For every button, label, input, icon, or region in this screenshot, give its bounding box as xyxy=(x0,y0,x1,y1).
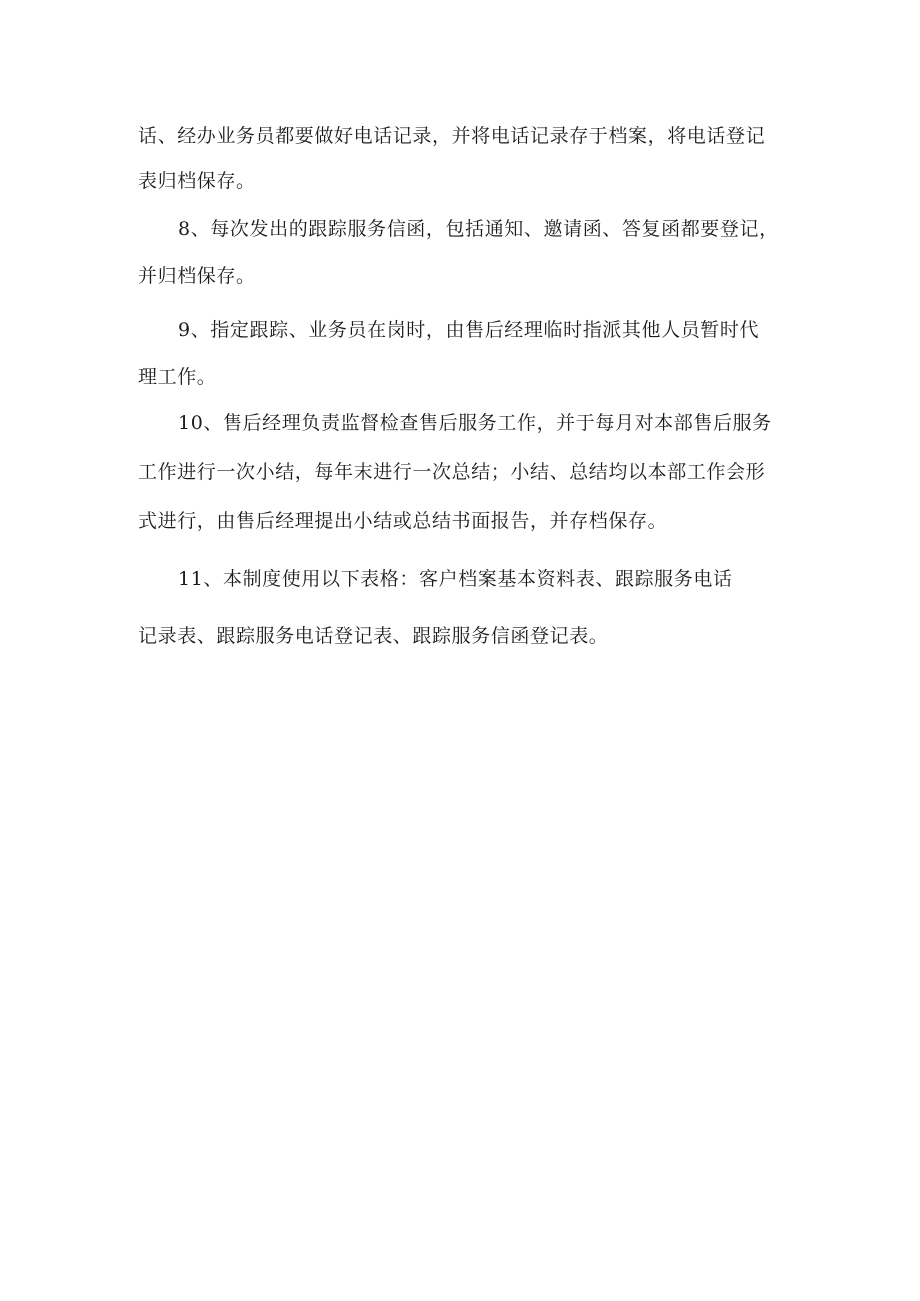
text-line: 表归档保存。 xyxy=(138,170,256,192)
text-line: 11、本制度使用以下表格：客户档案基本资料表、跟踪服务电话 xyxy=(178,568,733,590)
text-line: 理工作。 xyxy=(138,366,217,388)
text-line: 8、每次发出的跟踪服务信函，包括通知、邀请函、答复函都要登记， xyxy=(178,218,779,240)
text-line: 式进行，由售后经理提出小结或总结书面报告，并存档保存。 xyxy=(138,510,668,532)
text-line: 10、售后经理负责监督检查售后服务工作，并于每月对本部售后服务 xyxy=(178,412,772,434)
text-line: 工作进行一次小结，每年末进行一次总结；小结、总结均以本部工作会形 xyxy=(138,461,766,483)
text-line: 并归档保存。 xyxy=(138,265,256,287)
text-line: 记录表、跟踪服务电话登记表、跟踪服务信函登记表。 xyxy=(138,625,609,647)
text-line: 9、指定跟踪、业务员在岗时，由售后经理临时指派其他人员暂时代 xyxy=(178,319,760,341)
text-line: 话、经办业务员都要做好电话记录，并将电话记录存于档案，将电话登记 xyxy=(138,125,766,147)
